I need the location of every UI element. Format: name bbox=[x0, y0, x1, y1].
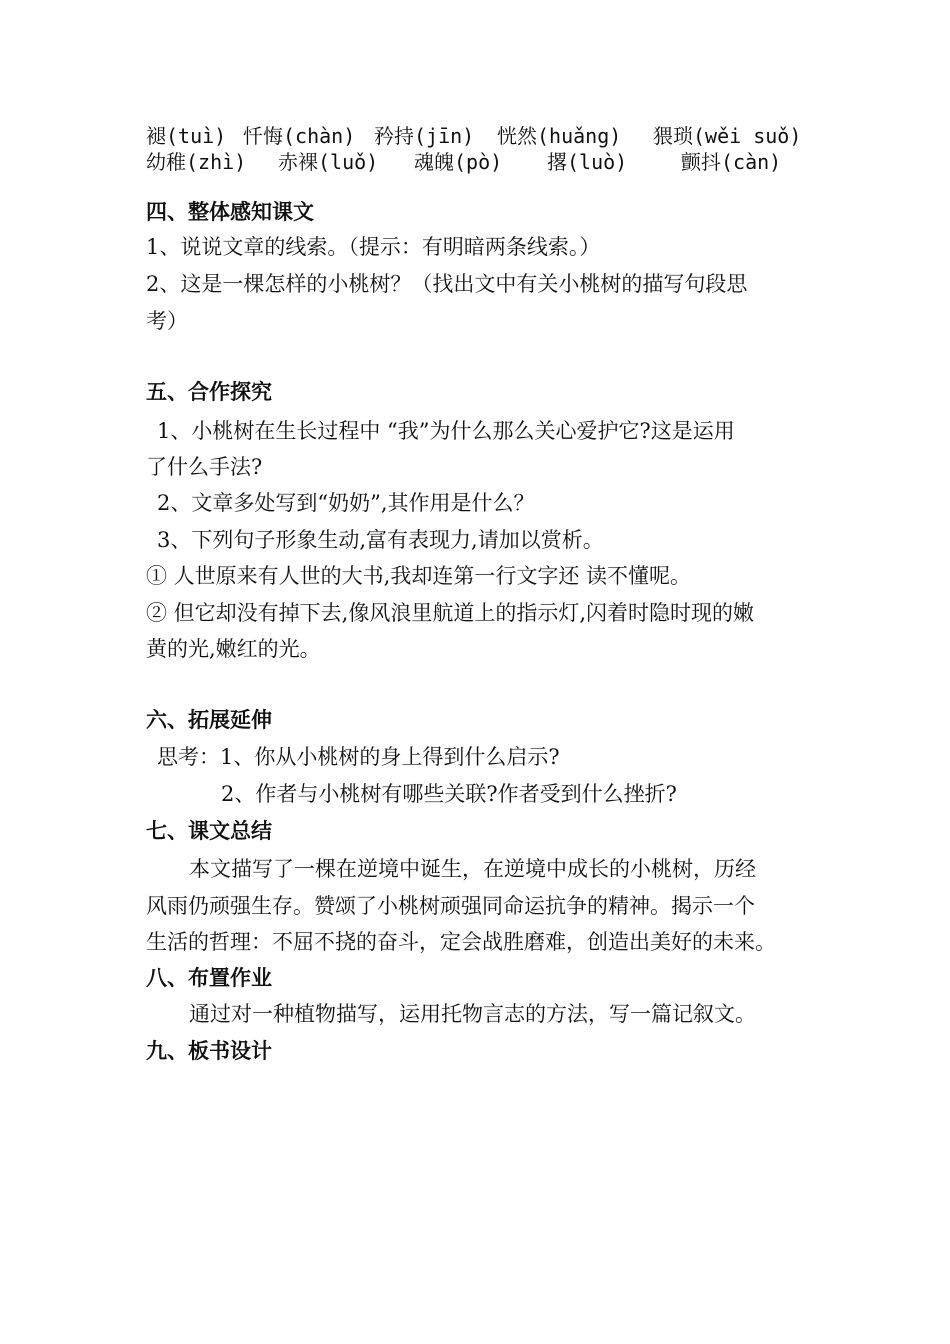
paragraph-line: 生活的哲理：不屈不挠的奋斗，定会战胜磨难，创造出美好的未来。 bbox=[146, 930, 776, 954]
vocab-item: 颤抖(càn) bbox=[681, 150, 782, 174]
vocab-item: 褪(tuì) bbox=[146, 124, 227, 148]
vocab-row-2 bbox=[0, 150, 950, 176]
sentence-continued: 黄的光,嫩红的光。 bbox=[146, 637, 321, 661]
sentence: ① 人世原来有人世的大书,我却连第一行文字还 读不懂呢。 bbox=[146, 564, 692, 588]
paragraph-line: 风雨仍顽强生存。赞颂了小桃树顽强同命运抗争的精神。揭示一个 bbox=[146, 894, 755, 918]
question-continued: 了什么手法? bbox=[146, 455, 263, 479]
vocab-item: 魂魄(pò) bbox=[414, 150, 503, 174]
vocab-item: 忏悔(chàn) bbox=[243, 124, 356, 148]
question: 1、小桃树在生长过程中 “我”为什么那么关心爱护它?这是运用 bbox=[157, 419, 735, 443]
question: 3、下列句子形象生动,富有表现力,请加以赏析。 bbox=[157, 528, 604, 552]
vocab-item: 恍然(huǎng) bbox=[497, 124, 622, 148]
question: 2、作者与小桃树有哪些关联?作者受到什么挫折? bbox=[221, 782, 677, 806]
vocab-row-1 bbox=[0, 124, 950, 150]
question: 1、说说文章的线索。（提示：有明暗两条线索。） bbox=[146, 235, 601, 259]
section-heading: 五、合作探究 bbox=[146, 380, 272, 404]
vocab-item: 赤裸(luǒ) bbox=[278, 150, 379, 174]
section-heading: 四、整体感知课文 bbox=[146, 200, 314, 224]
question: 2、这是一棵怎样的小桃树？（找出文中有关小桃树的描写句段思 bbox=[146, 272, 748, 296]
vocab-item: 矜持(jīn) bbox=[374, 124, 475, 148]
sentence: ② 但它却没有掉下去,像风浪里航道上的指示灯,闪着时隐时现的嫩 bbox=[146, 601, 755, 625]
question: 思考：1、你从小桃树的身上得到什么启示? bbox=[157, 745, 560, 769]
question-continued: 考） bbox=[146, 309, 188, 333]
paragraph-line: 通过对一种植物描写，运用托物言志的方法，写一篇记叙文。 bbox=[189, 1002, 756, 1026]
section-heading: 七、课文总结 bbox=[146, 819, 272, 843]
section-heading: 六、拓展延伸 bbox=[146, 708, 272, 732]
question: 2、文章多处写到“奶奶”,其作用是什么？ bbox=[157, 491, 535, 515]
paragraph-line: 本文描写了一棵在逆境中诞生，在逆境中成长的小桃树，历经 bbox=[189, 857, 756, 881]
section-heading: 八、布置作业 bbox=[146, 966, 272, 990]
vocab-item: 猥琐(wěi suǒ) bbox=[653, 124, 802, 148]
vocab-item: 撂(luò) bbox=[547, 150, 628, 174]
section-heading: 九、板书设计 bbox=[146, 1039, 272, 1063]
vocab-item: 幼稚(zhì) bbox=[146, 150, 247, 174]
